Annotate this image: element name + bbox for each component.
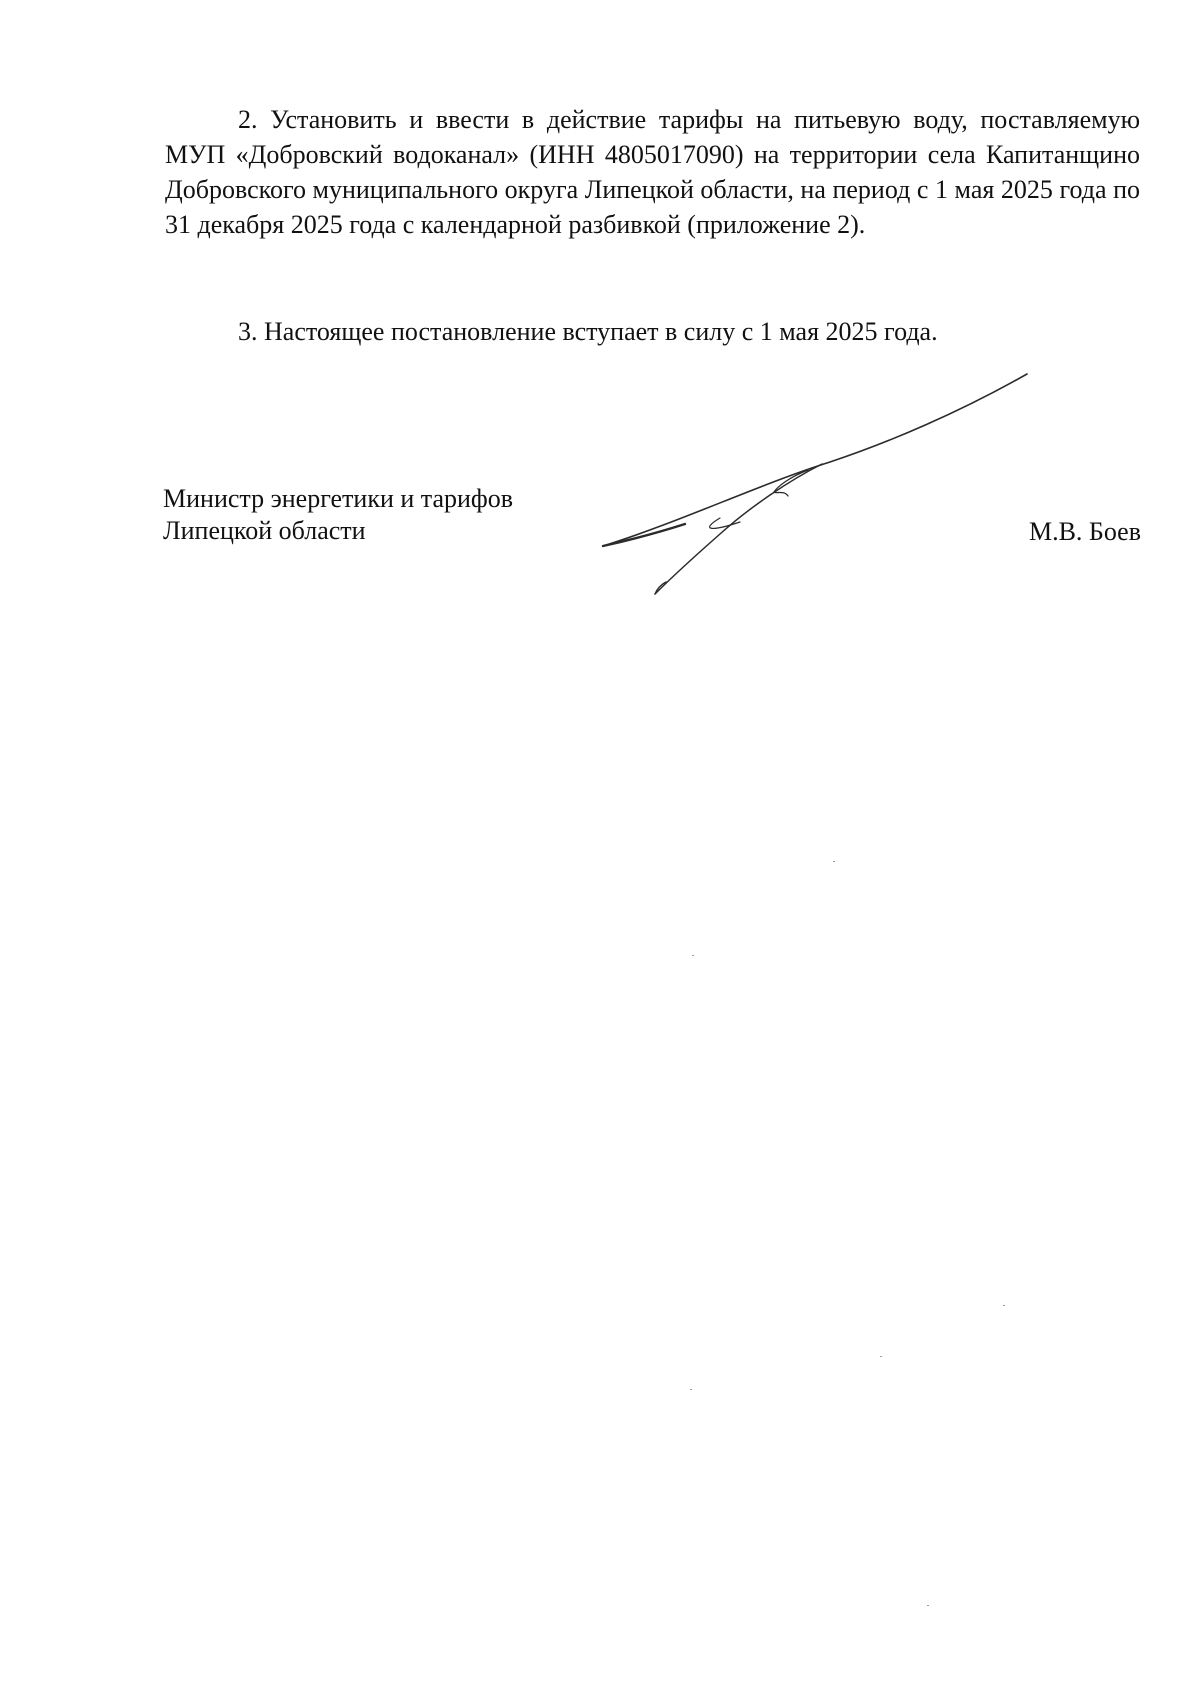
signatory-position <box>163 483 513 547</box>
signatory-position-line-2: Липецкой области <box>163 516 366 545</box>
paragraph-2: 2. Установить и ввести в действие тарифы на питьевую воду, поставляемую МУП «Добровский водоканал» (ИНН 4805017090) на территории села Капитанщино Добровского муниципального округа Липецкой области, на период с 1 мая 2025 года по 31 декабря 2025 года с календарной разбивкой (приложение 2). <box>165 105 1140 239</box>
paragraph-3: 3. Настоящее постановление вступает в силу с 1 мая 2025 года. <box>238 317 938 346</box>
scan-speck <box>880 1356 882 1357</box>
signatory-position-line-1: Министр энергетики и тарифов <box>163 484 514 513</box>
signer-name: М.В. Боев <box>1028 517 1141 546</box>
handwritten-signature <box>590 362 1030 602</box>
scan-speck <box>833 861 835 862</box>
scan-speck <box>1003 1305 1005 1306</box>
scan-speck <box>690 1389 692 1390</box>
scan-speck <box>692 955 694 956</box>
scan-speck <box>927 1605 929 1606</box>
